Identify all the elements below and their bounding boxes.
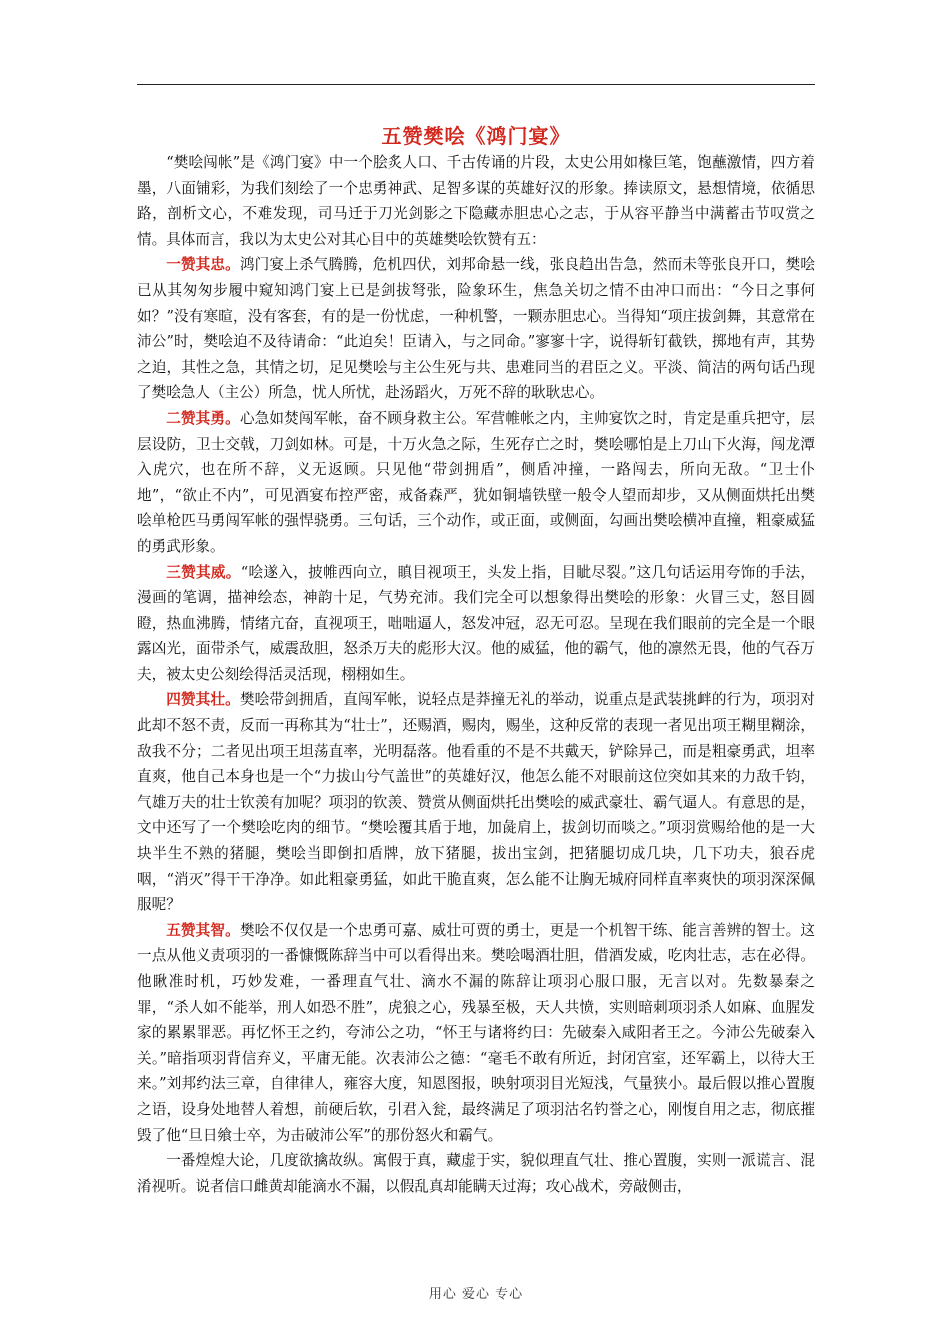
paragraph-heading: 四赞其壮。 [166, 691, 240, 709]
header-rule [137, 84, 815, 85]
article-body [137, 150, 815, 1199]
paragraph-loyalty [137, 252, 815, 406]
paragraph-strength [137, 687, 815, 917]
paragraph-text: 一番煌煌大论，几度欲擒故纵。寓假于真，藏虚于实，貌似理直气壮、推心置腹，实则一派谎言、混淆视听。说者信口雌黄却能滴水不漏，以假乱真却能瞒天过海；攻心战术，旁敲侧击， [137, 1152, 815, 1195]
paragraph-text: 心急如焚闯军帐，奋不顾身救主公。军营帷帐之内，主帅宴饮之时，肯定是重兵把守，层层设防，卫士交戟，刀剑如林。可是，十万火急之际，生死存亡之时，樊哙哪怕是上刀山下火海，闯龙潭入虎穴，也在所不辞，义无返顾。只见他“带剑拥盾”，侧盾冲撞，一路闯去，所向无敌。“卫士仆地”，“欲止不内”，可见酒宴布控严密，戒备森严，犹如铜墙铁壁一般令人望而却步，又从侧面烘托出樊哙单枪匹马勇闯军帐的强悍骁勇。三句话，三个动作，或正面，或侧面，勾画出樊哙横冲直撞，粗豪威猛的勇武形象。 [137, 409, 815, 555]
paragraph-text: 樊哙带剑拥盾，直闯军帐，说轻点是莽撞无礼的举动，说重点是武装挑衅的行为，项羽对此却不怒不责，反而一再称其为“壮士”，还赐酒，赐肉，赐坐，这种反常的表现一者见出项王糊里糊涂，敌我不分；二者见出项王坦荡直率，光明磊落。他看重的不是不共戴天，铲除异己，而是粗豪勇武，坦率直爽，他自己本身也是一个“力拔山兮气盖世”的英雄好汉，他怎么能不对眼前这位突如其来的力敌千钧，气雄万夫的壮士钦羡有加呢？项羽的钦羡、赞赏从侧面烘托出樊哙的威武豪壮、霸气逼人。有意思的是，文中还写了一个樊哙吃肉的细节。“樊哙覆其盾于地，加彘肩上，拔剑切而啖之。”项羽赏赐给他的是一大块半生不熟的猪腿，樊哙当即倒扣盾牌，放下猪腿，拔出宝剑，把猪腿切成几块，几下功夫，狼吞虎咽，“消灭”得干干净净。如此粗豪勇猛，如此干脆直爽，怎么能不让胸无城府同样直率爽快的项羽深深佩服呢？ [137, 691, 815, 914]
paragraph-heading: 二赞其勇。 [166, 409, 240, 427]
page-footer: 用心 爱心 专心 [428, 1287, 524, 1302]
paragraph-heading: 一赞其忠。 [166, 256, 240, 274]
article-title: 五赞樊哙《鸿门宴》 [381, 124, 571, 148]
paragraph-heading: 五赞其智。 [166, 921, 240, 939]
closing-paragraph [137, 1148, 815, 1199]
intro-paragraph [137, 150, 815, 252]
paragraph-text: “哙遂入，披帷西向立，瞋目视项王，头发上指，目眦尽裂。”这几句话运用夸饰的手法，漫画的笔调，描神绘态，神韵十足，气势充沛。我们完全可以想象得出樊哙的形象：火冒三丈，怒目圆瞪，热血沸腾，情绪亢奋，直视项王，咄咄逼人，怒发冲冠，忍无可忍。呈现在我们眼前的完全是一个眼露凶光，面带杀气，威震敌胆，怒杀万夫的彪形大汉。他的威猛，他的霸气，他的凛然无畏，他的气吞万夫，被太史公刻绘得活灵活现，栩栩如生。 [137, 563, 815, 683]
paragraph-courage [137, 406, 815, 560]
paragraph-might [137, 560, 815, 688]
paragraph-text: 鸿门宴上杀气腾腾，危机四伏，刘邦命悬一线，张良趋出告急，然而未等张良开口，樊哙已从其匆匆步履中窥知鸿门宴上已是剑拔弩张，险象环生，焦急关切之情不由冲口而出：“今日之事何如？”没有寒暄，没有客套，有的是一份忧虑，一种机警，一颗赤胆忠心。当得知“项庄拔剑舞，其意常在沛公”时，樊哙迫不及待请命：“此迫矣！臣请入，与之同命。”寥寥十字，说得斩钉截铁，掷地有声，其势之迫，其性之急，其情之切，足见樊哙与主公生死与共、患难同当的君臣之义。平淡、简洁的两句话凸现了樊哙急人（主公）所急，忧人所忧，赴汤蹈火，万死不辞的耿耿忠心。 [137, 256, 815, 402]
paragraph-wisdom [137, 918, 815, 1148]
paragraph-text: “樊哙闯帐”是《鸿门宴》中一个脍炙人口、千古传诵的片段，太史公用如椽巨笔，饱蘸激情，四方着墨，八面铺彩，为我们刻绘了一个忠勇神武、足智多谋的英雄好汉的形象。捧读原文，悬想情境，依循思路，剖析文心，不难发现，司马迁于刀光剑影之下隐藏赤胆忠心之志，于从容平静当中满蓄击节叹赏之情。具体而言，我以为太史公对其心目中的英雄樊哙钦赞有五： [137, 154, 815, 248]
paragraph-text: 樊哙不仅仅是一个忠勇可嘉、威壮可贾的勇士，更是一个机智干练、能言善辨的智士。这一点从他义责项羽的一番慷慨陈辞当中可以看得出来。樊哙喝酒壮胆，借酒发威，吃肉壮志，志在必得。他瞅准时机，巧妙发难，一番理直气壮、滴水不漏的陈辞让项羽心服口服，无言以对。先数暴秦之罪，“杀人如不能举，刑人如恐不胜”，虎狼之心，残暴至极，天人共愤，实则暗刺项羽杀人如麻、血腥发家的累累罪恶。再忆怀王之约，夸沛公之功，“怀王与诸将约曰：先破秦入咸阳者王之。今沛公先破秦入关。”暗指项羽背信弃义，平庸无能。次表沛公之德：“毫毛不敢有所近，封闭宫室，还军霸上，以待大王来。”刘邦约法三章，自律律人，雍容大度，知恩图报，映射项羽目光短浅，气量狭小。最后假以推心置腹之语，设身处地替人着想，前硬后软，引君入瓮，最终满足了项羽沽名钓誉之心，刚愎自用之志，彻底摧毁了他“旦日飨士卒，为击破沛公军”的那份怒火和霸气。 [137, 921, 815, 1144]
paragraph-heading: 三赞其威。 [166, 563, 241, 581]
